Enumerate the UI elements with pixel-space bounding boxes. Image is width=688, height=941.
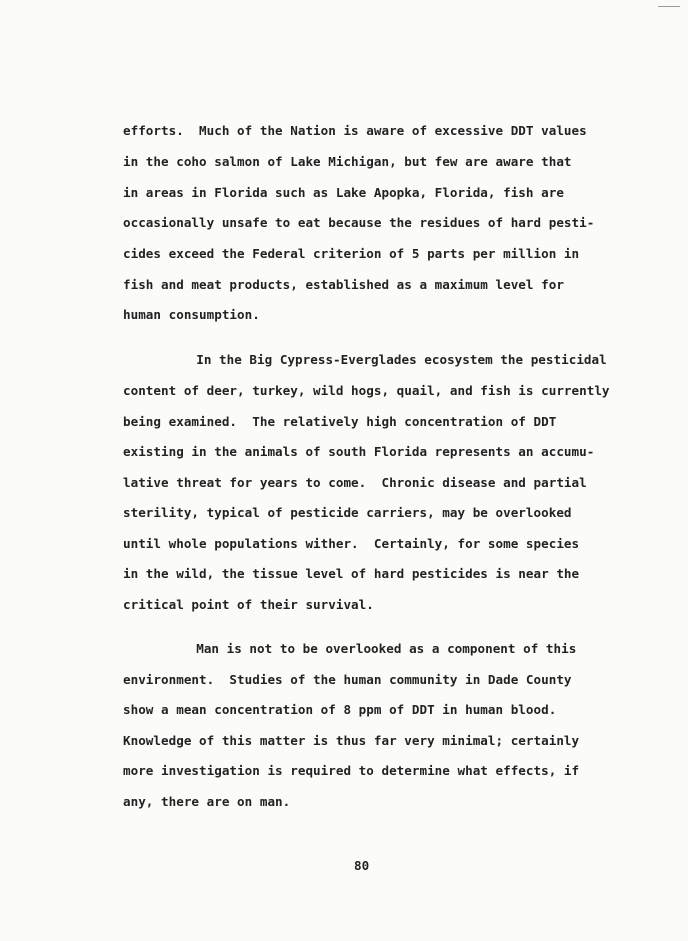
text-line: more investigation is required to determine what effects, if bbox=[123, 763, 580, 778]
scan-mark bbox=[658, 6, 680, 7]
text-line: fish and meat products, established as a maximum level for bbox=[123, 277, 564, 292]
text-line: Knowledge of this matter is thus far very minimal; certainly bbox=[123, 733, 580, 748]
page-number: 80 bbox=[354, 858, 370, 873]
text-line: being examined. The relatively high concentration of DDT bbox=[123, 414, 557, 429]
text-line: sterility, typical of pesticide carriers, may be overlooked bbox=[123, 505, 572, 520]
text-line: environment. Studies of the human community in Dade County bbox=[123, 672, 572, 687]
text-line: in areas in Florida such as Lake Apopka, Florida, fish are bbox=[123, 185, 564, 200]
text-line: critical point of their survival. bbox=[123, 597, 374, 612]
text-line: lative threat for years to come. Chronic disease and partial bbox=[123, 475, 587, 490]
text-line: cides exceed the Federal criterion of 5 parts per million in bbox=[123, 246, 580, 261]
text-line: In the Big Cypress-Everglades ecosystem the pesticidal bbox=[143, 352, 607, 367]
text-line: content of deer, turkey, wild hogs, quail, and fish is currently bbox=[123, 383, 610, 398]
text-line: any, there are on man. bbox=[123, 794, 291, 809]
text-line: efforts. Much of the Nation is aware of excessive DDT values bbox=[123, 123, 587, 138]
text-line: Man is not to be overlooked as a component of this bbox=[143, 641, 577, 656]
text-line: until whole populations wither. Certainly, for some species bbox=[123, 536, 580, 551]
text-line: show a mean concentration of 8 ppm of DDT in human blood. bbox=[123, 702, 557, 717]
text-line: existing in the animals of south Florida represents an accumu- bbox=[123, 444, 595, 459]
text-line: in the wild, the tissue level of hard pesticides is near the bbox=[123, 566, 580, 581]
text-line: human consumption. bbox=[123, 307, 260, 322]
text-line: in the coho salmon of Lake Michigan, but few are aware that bbox=[123, 154, 572, 169]
text-line: occasionally unsafe to eat because the residues of hard pesti- bbox=[123, 215, 595, 230]
